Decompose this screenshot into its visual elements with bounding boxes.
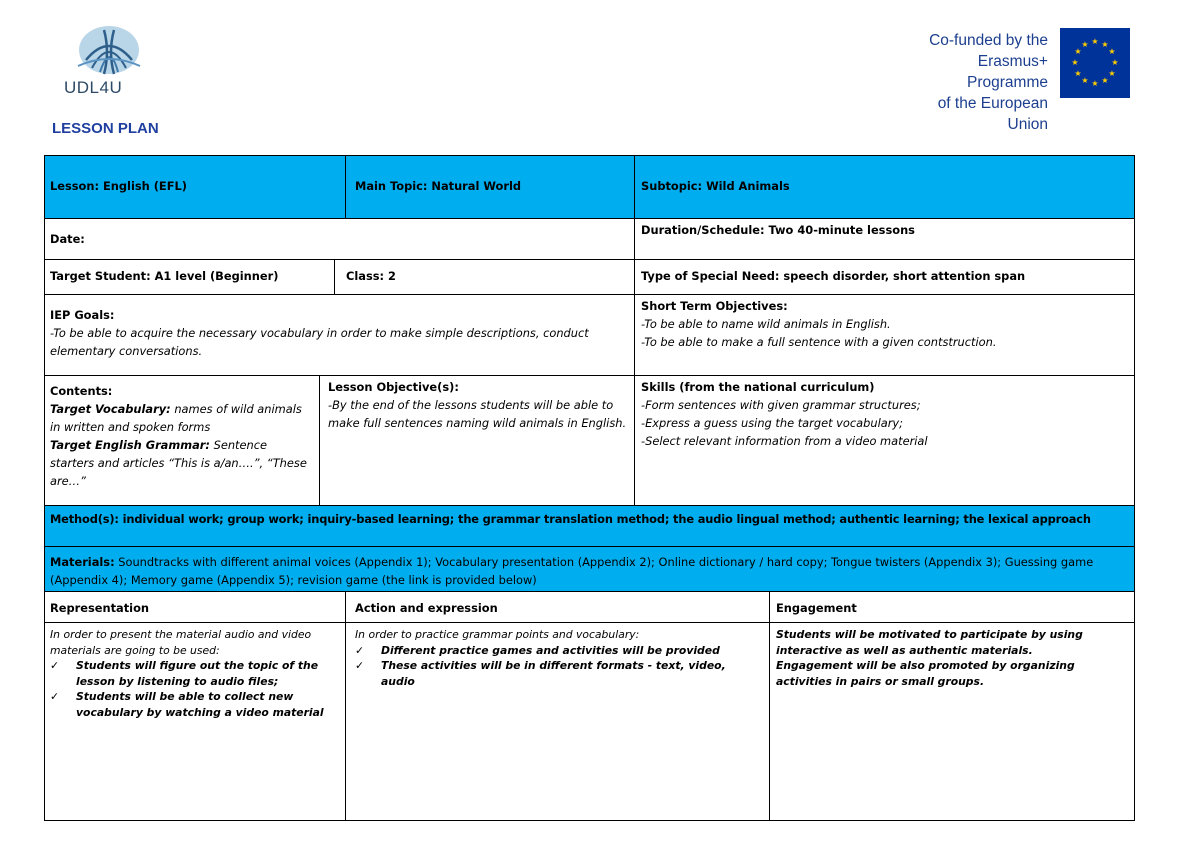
target-vocabulary bbox=[50, 400, 313, 436]
duration-cell: Duration/Schedule: Two 40-minute lessons bbox=[641, 223, 915, 237]
grid-line bbox=[44, 622, 1135, 623]
svg-text:★: ★ bbox=[1101, 40, 1109, 49]
udl4u-globe-icon bbox=[64, 22, 154, 80]
skills-item-1: -Form sentences with given grammar structures; bbox=[641, 398, 921, 412]
list-item: ✓ Different practice games and activities will be provided bbox=[355, 643, 720, 657]
svg-text:★: ★ bbox=[1091, 37, 1099, 46]
objective-label: Lesson Objective(s): bbox=[328, 380, 459, 394]
svg-text:★: ★ bbox=[1074, 69, 1082, 78]
materials-cell bbox=[44, 553, 1135, 589]
materials-text: Soundtracks with different animal voices (Appendix 1); Vocabulary presentation (Appendix 2); Online dictionary / hard copy; Tongue twisters (Appendix 3); Guessing game (Appendix 4); Memory game (Appendix 5); revision game (the link is provided below) bbox=[50, 555, 1094, 587]
grid-line bbox=[44, 259, 1135, 260]
grid-line bbox=[44, 375, 1135, 376]
grid-line bbox=[634, 155, 635, 505]
lesson-objectives-cell bbox=[322, 378, 634, 432]
svg-text:★: ★ bbox=[1111, 58, 1119, 67]
list-item: ✓ These activities will be in different formats - text, video, audio bbox=[355, 659, 726, 688]
svg-text:★: ★ bbox=[1101, 76, 1109, 85]
target-grammar bbox=[50, 436, 313, 490]
contents-cell bbox=[44, 382, 319, 490]
action-expression-cell bbox=[349, 627, 769, 689]
grid-line bbox=[319, 375, 320, 505]
svg-text:★: ★ bbox=[1081, 76, 1089, 85]
materials-label: Materials: bbox=[50, 555, 115, 569]
grid-line bbox=[44, 155, 1135, 156]
eu-cofunded-text bbox=[900, 30, 1048, 135]
target-student-cell: Target Student: A1 level (Beginner) bbox=[50, 269, 279, 283]
checkmark-icon: ✓ bbox=[50, 659, 60, 672]
objective-text: -By the end of the lessons students will be able to make full sentences naming wild animals in English. bbox=[328, 398, 627, 430]
eu-line-1: Co-funded by the bbox=[929, 32, 1048, 49]
contents-label: Contents: bbox=[50, 384, 113, 398]
short-term-objectives-cell bbox=[635, 297, 1135, 351]
checkmark-icon: ✓ bbox=[355, 643, 365, 657]
iep-goals-label: IEP Goals: bbox=[50, 308, 115, 322]
vocab-label: Target Vocabulary: bbox=[50, 402, 171, 416]
skills-item-3: -Select relevant information from a video material bbox=[641, 434, 928, 448]
grid-line bbox=[345, 155, 346, 218]
sto-label: Short Term Objectives: bbox=[641, 299, 788, 313]
svg-text:★: ★ bbox=[1108, 69, 1116, 78]
svg-text:★: ★ bbox=[1081, 40, 1089, 49]
representation-intro: In order to present the material audio and video materials are going to be used: bbox=[50, 628, 312, 657]
grid-line bbox=[44, 820, 1135, 821]
grid-line bbox=[345, 591, 346, 820]
sto-item-2: -To be able to make a full sentence with a given contstruction. bbox=[641, 335, 997, 349]
representation-cell bbox=[44, 627, 349, 720]
skills-item-2: -Express a guess using the target vocabulary; bbox=[641, 416, 903, 430]
engagement-header: Engagement bbox=[776, 601, 857, 615]
eu-flag-icon bbox=[1060, 28, 1130, 98]
list-item: ✓ Students will be able to collect new vocabulary by watching a video material bbox=[50, 690, 324, 719]
grid-line bbox=[44, 155, 45, 820]
action-expression-header: Action and expression bbox=[355, 601, 498, 615]
udl4u-logo bbox=[64, 22, 154, 100]
svg-text:★: ★ bbox=[1091, 79, 1099, 88]
grammar-label: Target English Grammar: bbox=[50, 438, 210, 452]
skills-label: Skills (from the national curriculum) bbox=[641, 380, 875, 394]
engagement-cell: Students will be motivated to participate by using interactive as well as authentic materials. Engagement will be also promoted by organizing activities in pairs or small groups. bbox=[776, 628, 1083, 688]
date-cell: Date: bbox=[50, 232, 85, 246]
grid-line bbox=[334, 259, 335, 294]
udl4u-logo-text: UDL4U bbox=[64, 78, 123, 97]
eu-line-3: of the European Union bbox=[937, 95, 1048, 133]
action-list bbox=[355, 643, 763, 690]
action-intro: In order to practice grammar points and vocabulary: bbox=[355, 628, 640, 641]
sto-item-1: -To be able to name wild animals in English. bbox=[641, 317, 891, 331]
methods-cell: Method(s): individual work; group work; inquiry-based learning; the grammar translation method; the audio lingual method; authentic learning; the lexical approach bbox=[50, 512, 1091, 526]
special-need-cell: Type of Special Need: speech disorder, short attention span bbox=[641, 269, 1026, 283]
grid-line bbox=[769, 591, 770, 820]
grid-line bbox=[44, 294, 1135, 295]
grammar-text: Sentence starters and articles “This is a/an….”, “These are…” bbox=[50, 438, 307, 488]
representation-list bbox=[50, 658, 343, 720]
svg-text:★: ★ bbox=[1071, 58, 1079, 67]
class-cell: Class: 2 bbox=[346, 269, 396, 283]
grid-line bbox=[44, 546, 1135, 547]
representation-header: Representation bbox=[50, 601, 150, 615]
eu-line-2: Erasmus+ Programme bbox=[967, 53, 1048, 91]
main-topic-cell: Main Topic: Natural World bbox=[355, 179, 522, 193]
iep-goals-cell bbox=[44, 306, 634, 360]
page-title: LESSON PLAN bbox=[52, 120, 159, 137]
skills-cell bbox=[635, 378, 1135, 450]
grid-line bbox=[44, 591, 1135, 592]
grid-line bbox=[1134, 155, 1135, 820]
svg-text:★: ★ bbox=[1108, 47, 1116, 56]
list-item: ✓ Students will figure out the topic of the lesson by listening to audio files; bbox=[50, 659, 319, 688]
vocab-text: names of wild animals in written and spoken forms bbox=[50, 402, 302, 434]
grid-line bbox=[44, 218, 1135, 219]
iep-goals-text: -To be able to acquire the necessary vocabulary in order to make simple descriptions, conduct elementary conversations. bbox=[50, 326, 589, 358]
checkmark-icon: ✓ bbox=[355, 659, 365, 672]
subtopic-cell: Subtopic: Wild Animals bbox=[641, 179, 790, 193]
lesson-cell: Lesson: English (EFL) bbox=[50, 179, 187, 193]
eu-cofunded-logo bbox=[900, 28, 1130, 133]
svg-text:★: ★ bbox=[1074, 47, 1082, 56]
checkmark-icon: ✓ bbox=[50, 690, 60, 703]
grid-line bbox=[44, 505, 1135, 506]
